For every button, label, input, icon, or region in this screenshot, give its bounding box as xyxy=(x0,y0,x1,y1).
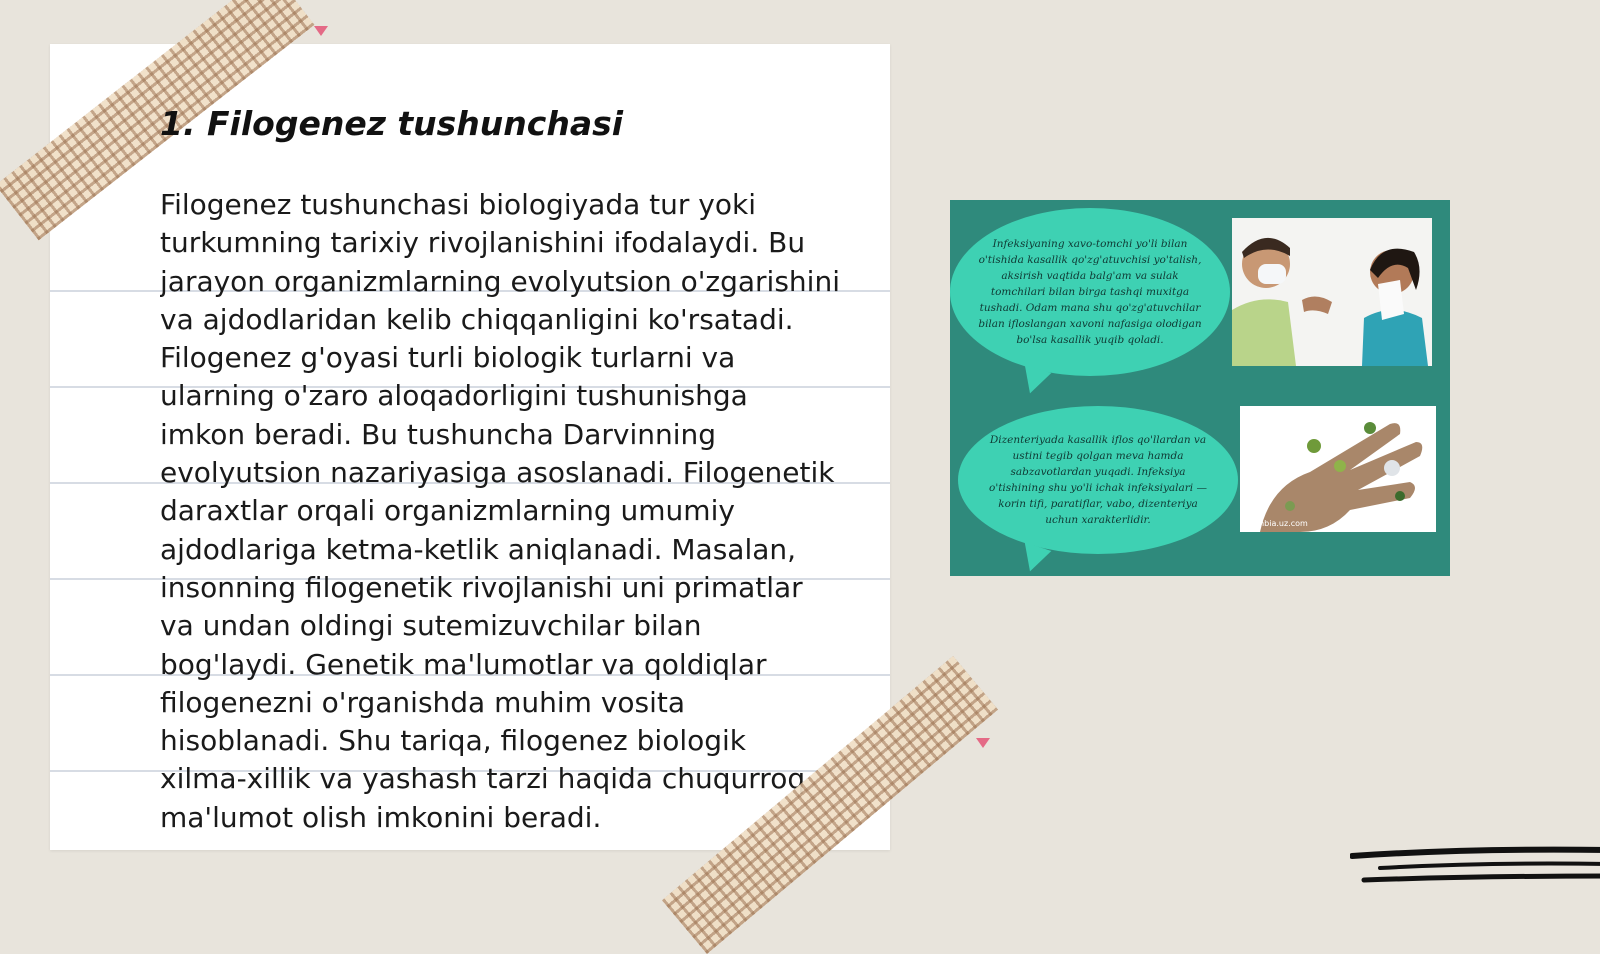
sneezing-people-photo xyxy=(1232,218,1432,366)
brush-strokes-decoration xyxy=(1350,846,1600,900)
pin-icon xyxy=(314,26,328,36)
speech-bubble-dysentery: Dizenteriyada kasallik iflos qo'llardan va ustini tegib qolgan meva hamda sabzavotlardan yuqadi. Infeksiya o'tishining shu yo'li ichak infeksiyalari — korin tifi, paratiflar, vabo, dizenteriya uchun xarakterlidir. xyxy=(958,406,1238,554)
slide-title: 1. Filogenez tushunchasi xyxy=(160,104,624,143)
germs-hand-photo xyxy=(1240,406,1436,532)
slide-paragraph: Filogenez tushunchasi biologiyada tur yoki turkumning tarixiy rivojlanishini ifodalaydi. Bu jarayon organizmlarning evolyutsion o'zgarishini va ajdodlaridan kelib chiqqanligini ko'rsatadi. Filogenez g'oyasi turli biologik turlarni va ularning o'zaro aloqadorligini tushunishga imkon beradi. Bu tushuncha Darvinning evolyutsion nazariyasiga asoslanadi. Filogenetik daraxtlar orqali organizmlarning umumiy ajdodlariga ketma-ketlik aniqlanadi. Masalan, insonning filogenetik rivojlanishi uni primatlar va undan oldingi sutemizuvchilar bilan bog'laydi. Genetik ma'lumotlar va qoldiqlar filogenezni o'rganishda muhim vosita hisoblanadi. Shu tariqa, filogenez biologik xilma-xillik va yashash tarzi haqida chuqurroq ma'lumot olish imkonini beradi. xyxy=(160,188,840,834)
speech-bubble-airborne: Infeksiyaning xavo-tomchi yo'li bilan o'tishida kasallik qo'zg'atuvchisi yo'talish, aksirish vaqtida balg'am va sulak tomchilari bilan birga tashqi muxitga tushadi. Odam mana shu qo'zg'atuvchilar bilan ifloslangan xavoni nafasiga olodigan bo'lsa kasallik yuqib qoladi. xyxy=(950,208,1230,376)
photo-caption: Zambia.uz.com xyxy=(1246,519,1308,528)
pin-icon xyxy=(976,738,990,748)
infection-illustration xyxy=(950,200,1450,576)
